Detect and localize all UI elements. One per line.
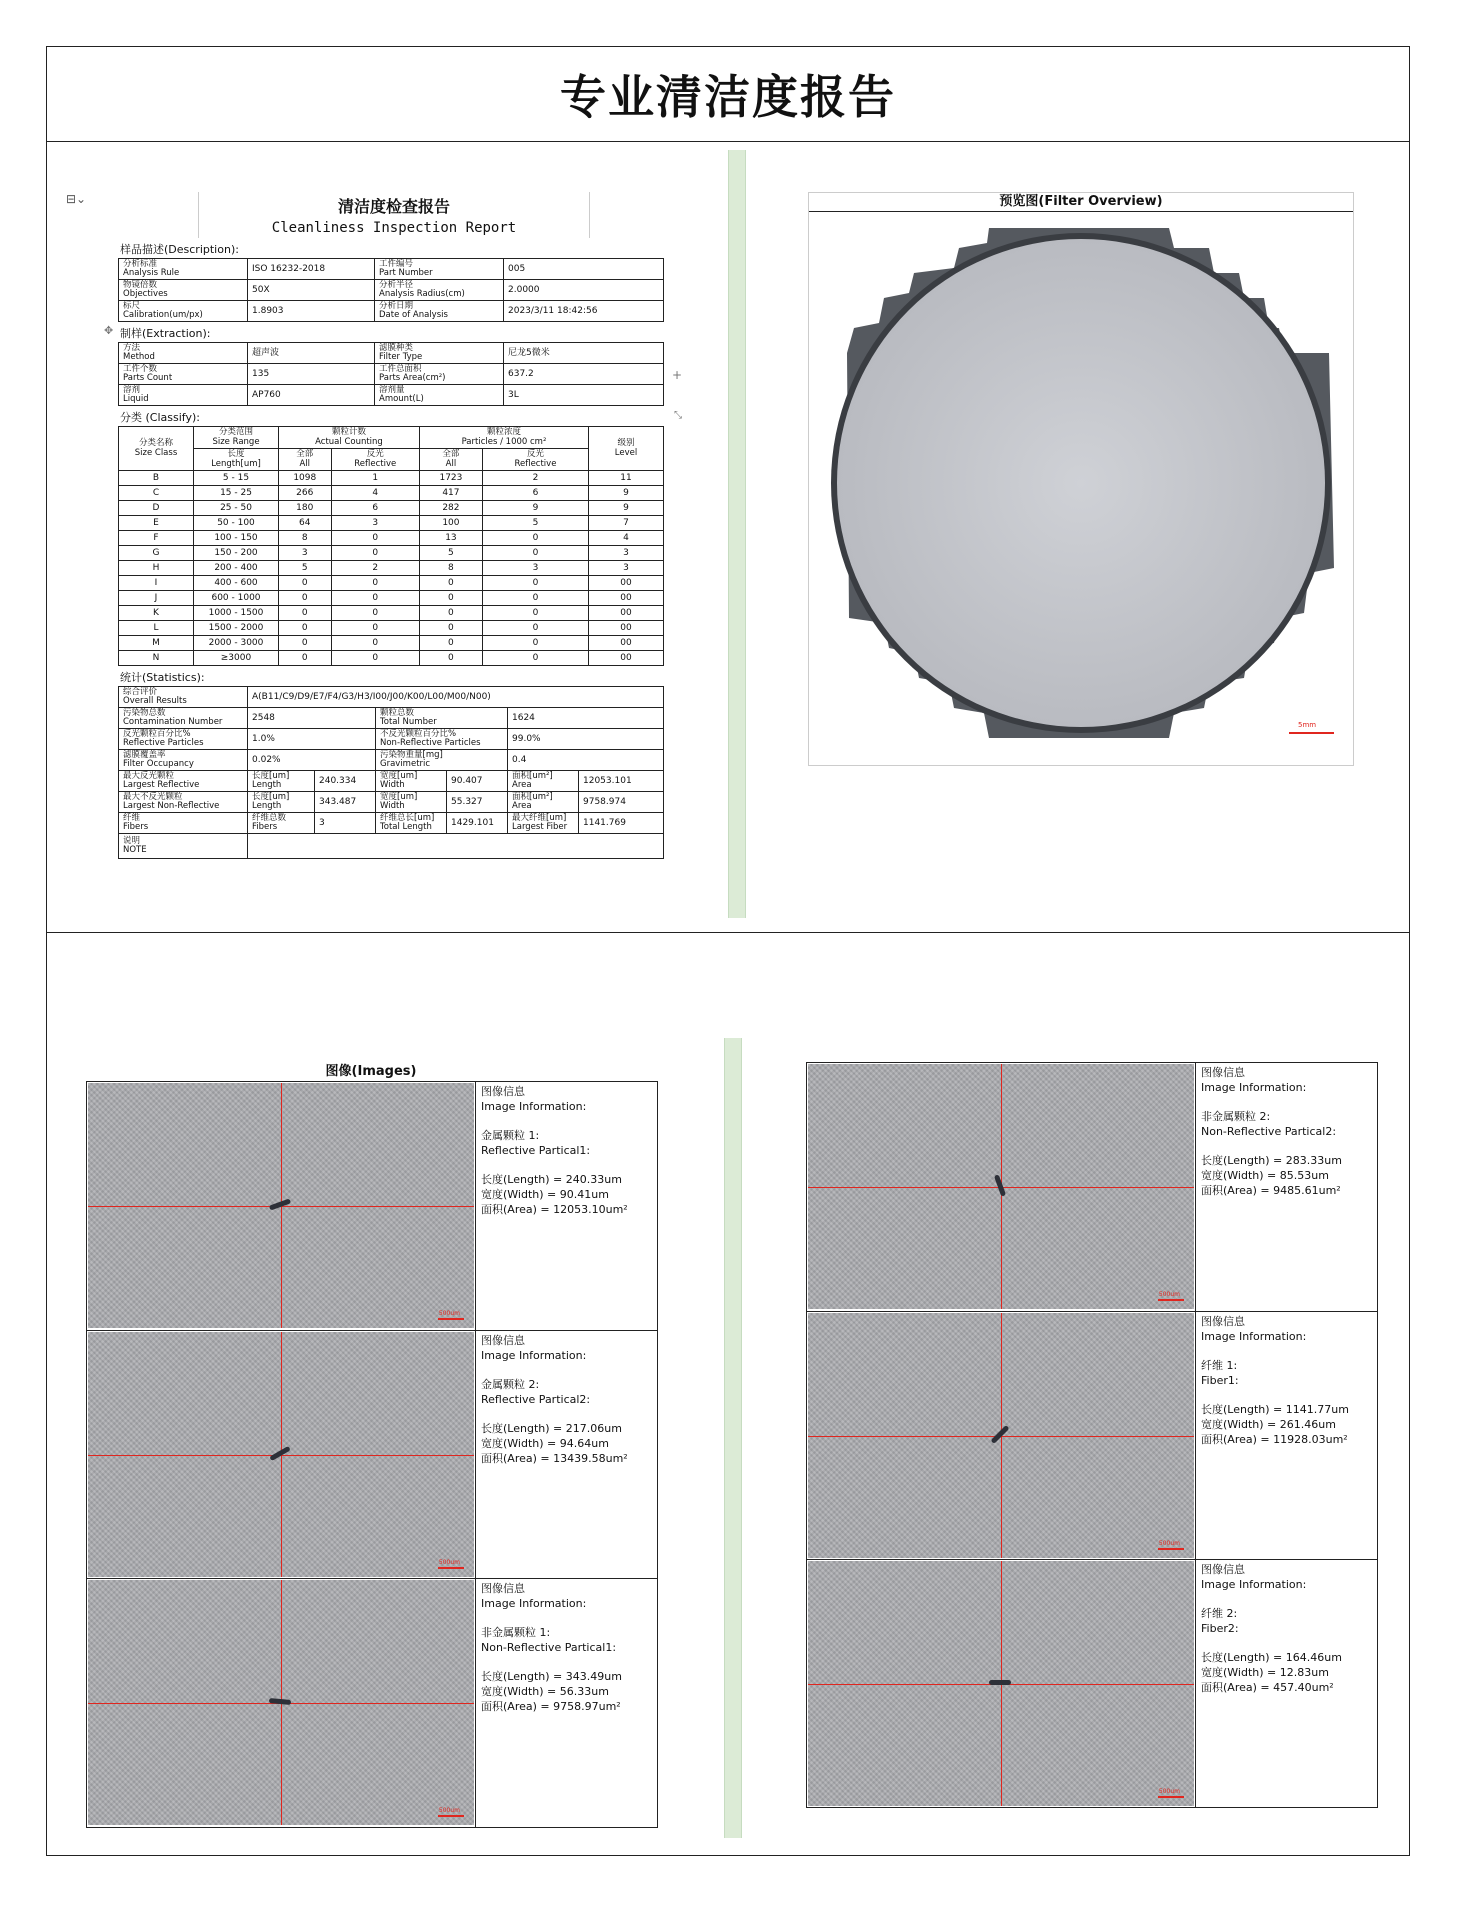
table-cell: 0	[482, 591, 588, 606]
field-label: 分析半径 Analysis Radius(cm)	[375, 280, 504, 301]
field-value: 3L	[504, 385, 664, 406]
report-title-cn: 清洁度检查报告	[337, 197, 450, 216]
image-block	[807, 1559, 1377, 1808]
stat-row	[119, 729, 664, 750]
stat-row	[119, 813, 664, 834]
section-extraction: 制样(Extraction):	[120, 327, 211, 340]
field-label: 污染物重量[mg] Gravimetric	[376, 750, 508, 771]
table-cell: 100	[419, 516, 482, 531]
overview-title: 预览图(Filter Overview)	[809, 193, 1353, 212]
microscope-image[interactable]	[88, 1083, 474, 1328]
table-cell: J	[119, 591, 194, 606]
classify-table	[118, 426, 664, 666]
col-conc-all: 全部 All	[419, 449, 482, 471]
table-cell: H	[119, 561, 194, 576]
field-value	[248, 834, 664, 859]
move-handle-icon[interactable]: ✥	[104, 324, 114, 337]
particle-name-en: Fiber2:	[1201, 1622, 1239, 1635]
table-cell: 00	[589, 606, 664, 621]
col-size-range: 分类范围 Size Range	[194, 427, 279, 449]
extraction-row	[119, 364, 664, 385]
table-cell: 0	[331, 576, 419, 591]
table-cell: 0	[482, 576, 588, 591]
field-label: 分析标准 Analysis Rule	[119, 259, 248, 280]
overview-scale-label: 5mm	[1298, 721, 1317, 729]
field-value: 50X	[248, 280, 375, 301]
table-cell: 1098	[279, 471, 332, 486]
field-label: 面积[um²] Area	[508, 792, 579, 813]
field-label: 面积[um²] Area	[508, 771, 579, 792]
field-value: 1141.769	[579, 813, 664, 834]
table-cell: L	[119, 621, 194, 636]
table-cell: 0	[331, 606, 419, 621]
field-label: 长度[um] Length	[248, 792, 315, 813]
table-cell: G	[119, 546, 194, 561]
field-label: 分析日期 Date of Analysis	[375, 301, 504, 322]
table-cell: 100 - 150	[194, 531, 279, 546]
info-heading-cn: 图像信息	[481, 1334, 525, 1347]
table-cell: 1	[331, 471, 419, 486]
table-cell: 0	[482, 651, 588, 666]
col-level: 级别 Level	[589, 427, 664, 471]
field-label: 工件个数 Parts Count	[119, 364, 248, 385]
table-cell: 0	[419, 591, 482, 606]
field-label: 宽度[um] Width	[376, 792, 447, 813]
overall-row	[119, 687, 664, 708]
field-value: 637.2	[504, 364, 664, 385]
particle-length: 长度(Length) = 283.33um	[1201, 1154, 1342, 1167]
field-value: 2.0000	[504, 280, 664, 301]
field-label: 物镜倍数 Objectives	[119, 280, 248, 301]
table-cell: 417	[419, 486, 482, 501]
particle-area: 面积(Area) = 13439.58um²	[481, 1452, 628, 1465]
particle-name-cn: 金属颗粒 1:	[481, 1129, 540, 1142]
particle-area: 面积(Area) = 9758.97um²	[481, 1700, 621, 1713]
image-block	[807, 1063, 1377, 1311]
microscope-image[interactable]	[88, 1332, 474, 1577]
table-cell: 1723	[419, 471, 482, 486]
section-divider	[47, 932, 1409, 933]
field-label: 颗粒总数 Total Number	[376, 708, 508, 729]
table-cell: 7	[589, 516, 664, 531]
table-row	[119, 591, 664, 606]
particle-name-cn: 金属颗粒 2:	[481, 1378, 540, 1391]
image-block	[807, 1311, 1377, 1560]
table-cell: 6	[482, 486, 588, 501]
section-classify: 分类 (Classify):	[120, 411, 200, 424]
table-cell: 0	[419, 651, 482, 666]
table-cell: 3	[589, 546, 664, 561]
scale-bar-label: 500um	[438, 1807, 460, 1814]
table-cell: 15 - 25	[194, 486, 279, 501]
description-row	[119, 259, 664, 280]
resize-handle-icon[interactable]: ⤡	[674, 410, 682, 421]
field-label: 长度[um] Length	[248, 771, 315, 792]
field-label: 溶剂 Liquid	[119, 385, 248, 406]
description-table	[118, 258, 664, 322]
col-count-all: 全部 All	[279, 449, 332, 471]
table-cell: D	[119, 501, 194, 516]
add-column-icon[interactable]: +	[671, 368, 682, 382]
particle-name-en: Fiber1:	[1201, 1374, 1239, 1387]
table-cell: 0	[279, 606, 332, 621]
inspection-report	[66, 192, 682, 859]
field-label: 最大反光颗粒 Largest Reflective	[119, 771, 248, 792]
particle-name-en: Non-Reflective Partical1:	[481, 1641, 617, 1654]
table-cell: 4	[589, 531, 664, 546]
table-row	[119, 561, 664, 576]
scale-bar-label: 500um	[438, 1559, 460, 1566]
field-value: A(B11/C9/D9/E7/F4/G3/H3/I00/J00/K00/L00/M00/N00)	[248, 687, 664, 708]
field-label: 纤维总长[um] Total Length	[376, 813, 447, 834]
table-cell: 3	[279, 546, 332, 561]
table-cell: 0	[331, 546, 419, 561]
particle-length: 长度(Length) = 217.06um	[481, 1422, 622, 1435]
stat-row	[119, 792, 664, 813]
table-cell: 0	[482, 606, 588, 621]
table-cell: 0	[419, 576, 482, 591]
scale-bar-label: 500um	[438, 1310, 460, 1317]
table-cell: 0	[482, 531, 588, 546]
table-cell: 266	[279, 486, 332, 501]
table-cell: 2000 - 3000	[194, 636, 279, 651]
info-heading-cn: 图像信息	[481, 1085, 525, 1098]
description-row	[119, 301, 664, 322]
table-cell: 0	[482, 621, 588, 636]
field-label: 污染物总数 Contamination Number	[119, 708, 248, 729]
table-cell: 0	[331, 651, 419, 666]
field-label: 宽度[um] Width	[376, 771, 447, 792]
table-row	[119, 501, 664, 516]
stat-row	[119, 708, 664, 729]
scale-bar-label: 500um	[1158, 1540, 1180, 1547]
particle-length: 长度(Length) = 164.46um	[1201, 1651, 1342, 1664]
image-information	[1201, 1065, 1342, 1198]
field-label: 滤膜种类 Filter Type	[375, 343, 504, 364]
particle-length: 长度(Length) = 240.33um	[481, 1173, 622, 1186]
note-row	[119, 834, 664, 859]
table-cell: 0	[331, 621, 419, 636]
description-row	[119, 280, 664, 301]
field-label: 纤维总数 Fibers	[248, 813, 315, 834]
table-cell: 8	[419, 561, 482, 576]
table-cell: 0	[419, 636, 482, 651]
filter-overview-image	[809, 213, 1353, 763]
particle-name-cn: 非金属颗粒 1:	[481, 1626, 551, 1639]
table-cell: 0	[279, 576, 332, 591]
extraction-row	[119, 385, 664, 406]
table-cell: M	[119, 636, 194, 651]
col-count-reflective: 反光 Reflective	[331, 449, 419, 471]
particle-width: 宽度(Width) = 56.33um	[481, 1685, 609, 1698]
particle-name-en: Reflective Partical2:	[481, 1393, 591, 1406]
table-cell: 400 - 600	[194, 576, 279, 591]
table-cell: 9	[589, 486, 664, 501]
stat-row	[119, 771, 664, 792]
table-cell: 5	[482, 516, 588, 531]
table-cell: 3	[331, 516, 419, 531]
field-label: 不反光颗粒百分比% Non-Reflective Particles	[376, 729, 508, 750]
table-cell: 9	[482, 501, 588, 516]
table-cell: E	[119, 516, 194, 531]
table-cell: 11	[589, 471, 664, 486]
scale-bar-label: 500um	[1158, 1788, 1180, 1795]
table-cell: 5 - 15	[194, 471, 279, 486]
particle-length: 长度(Length) = 343.49um	[481, 1670, 622, 1683]
table-cell: 3	[589, 561, 664, 576]
field-value: 90.407	[447, 771, 508, 792]
page-title: 专业清洁度报告	[560, 70, 896, 124]
field-value: 343.487	[315, 792, 376, 813]
table-cell: 0	[279, 651, 332, 666]
table-cell: 150 - 200	[194, 546, 279, 561]
table-row	[119, 546, 664, 561]
table-cell: 2	[482, 471, 588, 486]
image-block	[87, 1578, 657, 1827]
table-row	[119, 606, 664, 621]
field-value: 55.327	[447, 792, 508, 813]
field-label: 最大不反光颗粒 Largest Non-Reflective	[119, 792, 248, 813]
table-cell: N	[119, 651, 194, 666]
particle-area: 面积(Area) = 11928.03um²	[1201, 1433, 1348, 1446]
info-heading-en: Image Information:	[1201, 1330, 1307, 1343]
field-value: 240.334	[315, 771, 376, 792]
field-label: 工件总面积 Parts Area(cm²)	[375, 364, 504, 385]
table-row	[119, 621, 664, 636]
particle-area: 面积(Area) = 12053.10um²	[481, 1203, 628, 1216]
table-row	[119, 471, 664, 486]
field-value: 2023/3/11 18:42:56	[504, 301, 664, 322]
info-heading-en: Image Information:	[481, 1597, 587, 1610]
table-cell: 0	[331, 591, 419, 606]
table-cell: 282	[419, 501, 482, 516]
particle-length: 长度(Length) = 1141.77um	[1201, 1403, 1349, 1416]
image-information	[481, 1581, 622, 1714]
field-value: 135	[248, 364, 375, 385]
page-separator-bottom	[724, 1038, 742, 1838]
image-block	[87, 1082, 657, 1330]
col-actual-counting: 颗粒计数 Actual Counting	[279, 427, 420, 449]
info-heading-cn: 图像信息	[1201, 1563, 1245, 1576]
images-left-panel	[86, 1064, 656, 1828]
table-cell: 200 - 400	[194, 561, 279, 576]
scale-bar-label: 500um	[1158, 1291, 1180, 1298]
table-cell: 1500 - 2000	[194, 621, 279, 636]
images-title: 图像(Images)	[325, 1064, 417, 1079]
table-cell: 0	[482, 636, 588, 651]
col-length: 长度 Length[um]	[194, 449, 279, 471]
field-value: 超声波	[248, 343, 375, 364]
field-label: 反光颗粒百分比% Reflective Particles	[119, 729, 248, 750]
microscope-image[interactable]	[808, 1561, 1194, 1806]
table-cell: 13	[419, 531, 482, 546]
info-heading-en: Image Information:	[1201, 1578, 1307, 1591]
table-cell: 64	[279, 516, 332, 531]
field-label: 最大纤维[um] Largest Fiber	[508, 813, 579, 834]
field-value: 005	[504, 259, 664, 280]
table-row	[119, 576, 664, 591]
field-value: 12053.101	[579, 771, 664, 792]
table-row	[119, 651, 664, 666]
info-heading-en: Image Information:	[1201, 1081, 1307, 1094]
table-row	[119, 531, 664, 546]
field-label: 综合评价 Overall Results	[119, 687, 248, 708]
table-cell: 00	[589, 636, 664, 651]
table-cell: 9	[589, 501, 664, 516]
table-cell: 600 - 1000	[194, 591, 279, 606]
extraction-table	[118, 342, 664, 406]
microscope-image[interactable]	[808, 1313, 1194, 1558]
table-cell: 0	[331, 531, 419, 546]
field-value: 0.4	[508, 750, 664, 771]
field-label: 标尺 Calibration(um/px)	[119, 301, 248, 322]
statistics-table	[118, 686, 664, 859]
field-label: 说明 NOTE	[119, 834, 248, 859]
field-value: 2548	[248, 708, 376, 729]
table-cell: K	[119, 606, 194, 621]
col-conc-reflective: 反光 Reflective	[482, 449, 588, 471]
field-value: 99.0%	[508, 729, 664, 750]
particle-name-cn: 纤维 2:	[1201, 1607, 1238, 1620]
particle-name-en: Non-Reflective Partical2:	[1201, 1125, 1337, 1138]
page-header	[47, 47, 1409, 142]
info-heading-cn: 图像信息	[1201, 1066, 1245, 1079]
microscope-image[interactable]	[88, 1580, 474, 1825]
info-heading-cn: 图像信息	[1201, 1315, 1245, 1328]
table-cell: 0	[279, 621, 332, 636]
field-value: AP760	[248, 385, 375, 406]
section-description: 样品描述(Description):	[120, 243, 239, 256]
table-row	[119, 636, 664, 651]
field-value: 1.8903	[248, 301, 375, 322]
table-cell: 6	[331, 501, 419, 516]
table-cell: 5	[279, 561, 332, 576]
table-cell: C	[119, 486, 194, 501]
field-label: 方法 Method	[119, 343, 248, 364]
table-cell: 00	[589, 651, 664, 666]
particle-width: 宽度(Width) = 261.46um	[1201, 1418, 1336, 1431]
table-cell: 50 - 100	[194, 516, 279, 531]
stat-row	[119, 750, 664, 771]
particle-area: 面积(Area) = 9485.61um²	[1201, 1184, 1341, 1197]
page-separator-top	[728, 150, 746, 918]
field-value: 9758.974	[579, 792, 664, 813]
table-cell: F	[119, 531, 194, 546]
image-block	[87, 1330, 657, 1579]
particle-name-cn: 非金属颗粒 2:	[1201, 1110, 1271, 1123]
particle-width: 宽度(Width) = 85.53um	[1201, 1169, 1329, 1182]
info-heading-en: Image Information:	[481, 1100, 587, 1113]
report-title-en: Cleanliness Inspection Report	[271, 220, 517, 236]
info-heading-en: Image Information:	[481, 1349, 587, 1362]
table-cell: 0	[279, 591, 332, 606]
table-cell: 8	[279, 531, 332, 546]
table-row	[119, 486, 664, 501]
field-value: ISO 16232-2018	[248, 259, 375, 280]
field-value: 1429.101	[447, 813, 508, 834]
table-cell: I	[119, 576, 194, 591]
table-cell: 0	[279, 636, 332, 651]
table-cell: 00	[589, 591, 664, 606]
table-cell: 25 - 50	[194, 501, 279, 516]
particle-width: 宽度(Width) = 94.64um	[481, 1437, 609, 1450]
table-cell: 180	[279, 501, 332, 516]
field-value: 1.0%	[248, 729, 376, 750]
image-information	[1201, 1314, 1349, 1447]
report-title-block	[198, 192, 590, 238]
particle-area: 面积(Area) = 457.40um²	[1201, 1681, 1334, 1694]
field-label: 滤膜覆盖率 Filter Occupancy	[119, 750, 248, 771]
image-information	[1201, 1562, 1342, 1695]
image-information	[481, 1084, 628, 1217]
col-particles: 颗粒浓度 Particles / 1000 cm²	[419, 427, 588, 449]
table-handle-icon[interactable]: ⊟⌄	[66, 192, 87, 206]
field-value: 3	[315, 813, 376, 834]
image-information	[481, 1333, 628, 1466]
particle-name-cn: 纤维 1:	[1201, 1359, 1238, 1372]
col-size-class: 分类名称 Size Class	[119, 427, 194, 471]
table-cell: ≥3000	[194, 651, 279, 666]
table-cell: 0	[419, 621, 482, 636]
extraction-row	[119, 343, 664, 364]
particle-name-en: Reflective Partical1:	[481, 1144, 591, 1157]
section-statistics: 统计(Statistics):	[120, 671, 205, 684]
table-cell: 5	[419, 546, 482, 561]
field-value: 0.02%	[248, 750, 376, 771]
table-cell: 00	[589, 621, 664, 636]
filter-overview-panel	[808, 192, 1354, 766]
table-cell: 0	[482, 546, 588, 561]
table-cell: 2	[331, 561, 419, 576]
info-heading-cn: 图像信息	[481, 1582, 525, 1595]
table-cell: 00	[589, 576, 664, 591]
table-cell: 1000 - 1500	[194, 606, 279, 621]
particle-width: 宽度(Width) = 12.83um	[1201, 1666, 1329, 1679]
field-value: 1624	[508, 708, 664, 729]
table-cell: 3	[482, 561, 588, 576]
table-row	[119, 516, 664, 531]
images-right-panel	[806, 1062, 1378, 1808]
table-cell: 0	[331, 636, 419, 651]
field-label: 溶剂量 Amount(L)	[375, 385, 504, 406]
table-cell: 0	[419, 606, 482, 621]
table-cell: B	[119, 471, 194, 486]
field-value: 尼龙5微米	[504, 343, 664, 364]
field-label: 工件编号 Part Number	[375, 259, 504, 280]
microscope-image[interactable]	[808, 1064, 1194, 1309]
particle-width: 宽度(Width) = 90.41um	[481, 1188, 609, 1201]
table-cell: 4	[331, 486, 419, 501]
field-label: 纤维 Fibers	[119, 813, 248, 834]
